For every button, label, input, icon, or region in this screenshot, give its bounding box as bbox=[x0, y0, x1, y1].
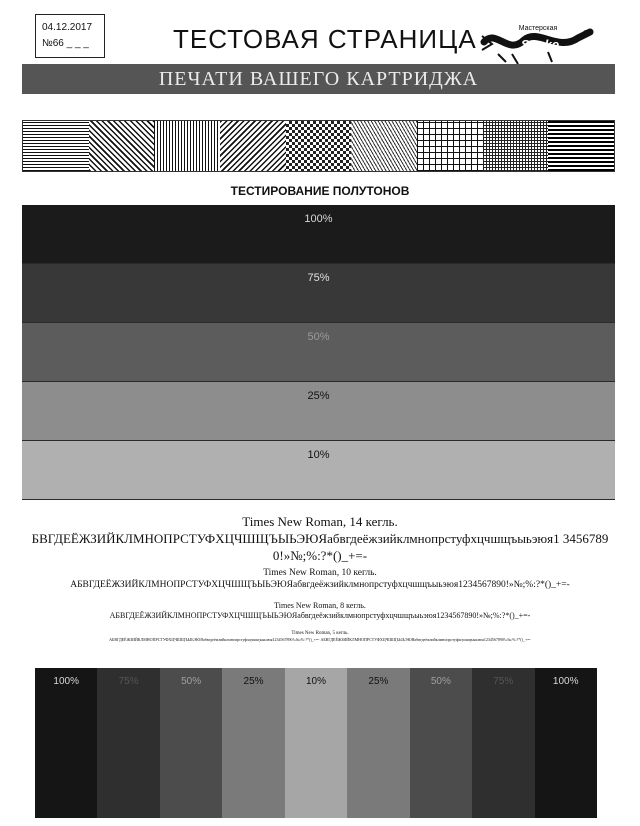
density-bar-label: 50% bbox=[430, 676, 451, 687]
pattern-horizontal-lines bbox=[23, 121, 89, 171]
density-bar-label: 100% bbox=[53, 676, 79, 687]
page-title: ТЕСТОВАЯ СТРАНИЦА bbox=[173, 24, 477, 54]
halftone-title: ТЕСТИРОВАНИЕ ПОЛУТОНОВ bbox=[230, 184, 410, 198]
halftone-section bbox=[22, 205, 615, 500]
font-sample-10-heading: Times New Roman, 10 кегль. bbox=[263, 568, 377, 578]
banner: ПЕЧАТИ ВАШЕГО КАРТРИДЖА bbox=[22, 64, 615, 94]
density-bar-label: 50% bbox=[181, 676, 202, 687]
font-sample-8-text: АБВГДЕЁЖЗИЙКЛМНОПРСТУФХЦЧШЩЪЫЬЭЮЯабвгдеёжзийклмнопрстуфхцчшщъыьэюя1234567890!»№;%:?*()_+=- bbox=[109, 611, 531, 620]
pattern-diagonal-lines-reverse bbox=[220, 121, 286, 171]
pattern-grid bbox=[417, 121, 483, 171]
font-sample-8-heading: Times New Roman, 8 кегль. bbox=[274, 601, 366, 610]
density-bars bbox=[35, 668, 597, 818]
print-date: 04.12.2017 bbox=[42, 22, 93, 33]
logo-text-top: Мастерская bbox=[518, 25, 558, 32]
font-sample-10-text: АБВГДЕЁЖЗИЙКЛМНОПРСТУФХЦЧШЩЪЫЬЭЮЯабвгдеёжзийклмнопрстуфхцчшщъыьэюя1234567890!»№;%:?*()_+=- bbox=[70, 580, 570, 590]
font-sample-14-text: БВГДЕЁЖЗИЙКЛМНОПРСТУФХЦЧШЩЪЫЬЭЮЯабвгдеёжзийклмнопрстуфхцчшщъыьэюя1 34567890!»№;%:?*()_+=- bbox=[31, 531, 609, 563]
density-bar bbox=[160, 668, 222, 818]
halftone-row bbox=[22, 323, 615, 382]
density-bar bbox=[35, 668, 97, 818]
halftone-row bbox=[22, 382, 615, 441]
halftone-row bbox=[22, 441, 615, 500]
pattern-thick-lines bbox=[548, 121, 614, 171]
density-bar bbox=[347, 668, 409, 818]
density-bar bbox=[472, 668, 534, 818]
density-bar-label: 10% bbox=[305, 676, 326, 687]
halftone-label: 75% bbox=[307, 272, 330, 284]
density-bar bbox=[97, 668, 159, 818]
density-bar-label: 75% bbox=[118, 676, 139, 687]
density-bar bbox=[535, 668, 597, 818]
font-sample-5-text: АБВГДЕЁЖЗИЙКЛМНОПРСТУФХЦЧШЩЪЫЬЭЮЯабвгдеёжзийклмнопрстуфхцчшщъыьэюя1234567890!»№;%:?*()_+=- АБВГДЕЁЖЗИЙКЛМНОПРСТУФХЦЧШЩЪЫЬЭЮЯабвгдеёжзийклмнопрстуфхцчшщъыьэюя1234567890!»№;%:?*()_+=- bbox=[109, 637, 531, 642]
font-sample-5-heading: Times New Roman, 5 кегль. bbox=[291, 631, 349, 636]
font-sample-block bbox=[0, 514, 640, 643]
font-sample-14-heading: Times New Roman, 14 кегль. bbox=[242, 514, 398, 529]
density-bar-label: 25% bbox=[243, 676, 264, 687]
halftone-label: 25% bbox=[307, 390, 330, 402]
density-bar bbox=[285, 668, 347, 818]
halftone-label: 100% bbox=[304, 213, 333, 225]
pattern-diagonal-lines bbox=[89, 121, 155, 171]
halftone-row bbox=[22, 264, 615, 323]
halftone-row bbox=[22, 205, 615, 264]
halftone-label: 50% bbox=[307, 331, 330, 343]
pattern-vertical-lines bbox=[154, 121, 220, 171]
density-bar-label: 25% bbox=[368, 676, 389, 687]
pattern-checkerboard bbox=[286, 121, 352, 171]
snake-logo-icon bbox=[478, 18, 596, 66]
density-bar-label: 100% bbox=[552, 676, 579, 687]
density-bar-label: 75% bbox=[493, 676, 514, 687]
ticket-number: №66 _ _ _ bbox=[42, 38, 89, 49]
date-box bbox=[35, 14, 105, 58]
density-bar bbox=[410, 668, 472, 818]
logo-text-main: Snake bbox=[520, 37, 560, 52]
density-bar bbox=[222, 668, 284, 818]
halftone-label: 10% bbox=[307, 449, 330, 461]
pattern-fine-grid bbox=[483, 121, 549, 171]
pattern-zigzag bbox=[351, 121, 417, 171]
pattern-test-strip bbox=[22, 120, 615, 172]
